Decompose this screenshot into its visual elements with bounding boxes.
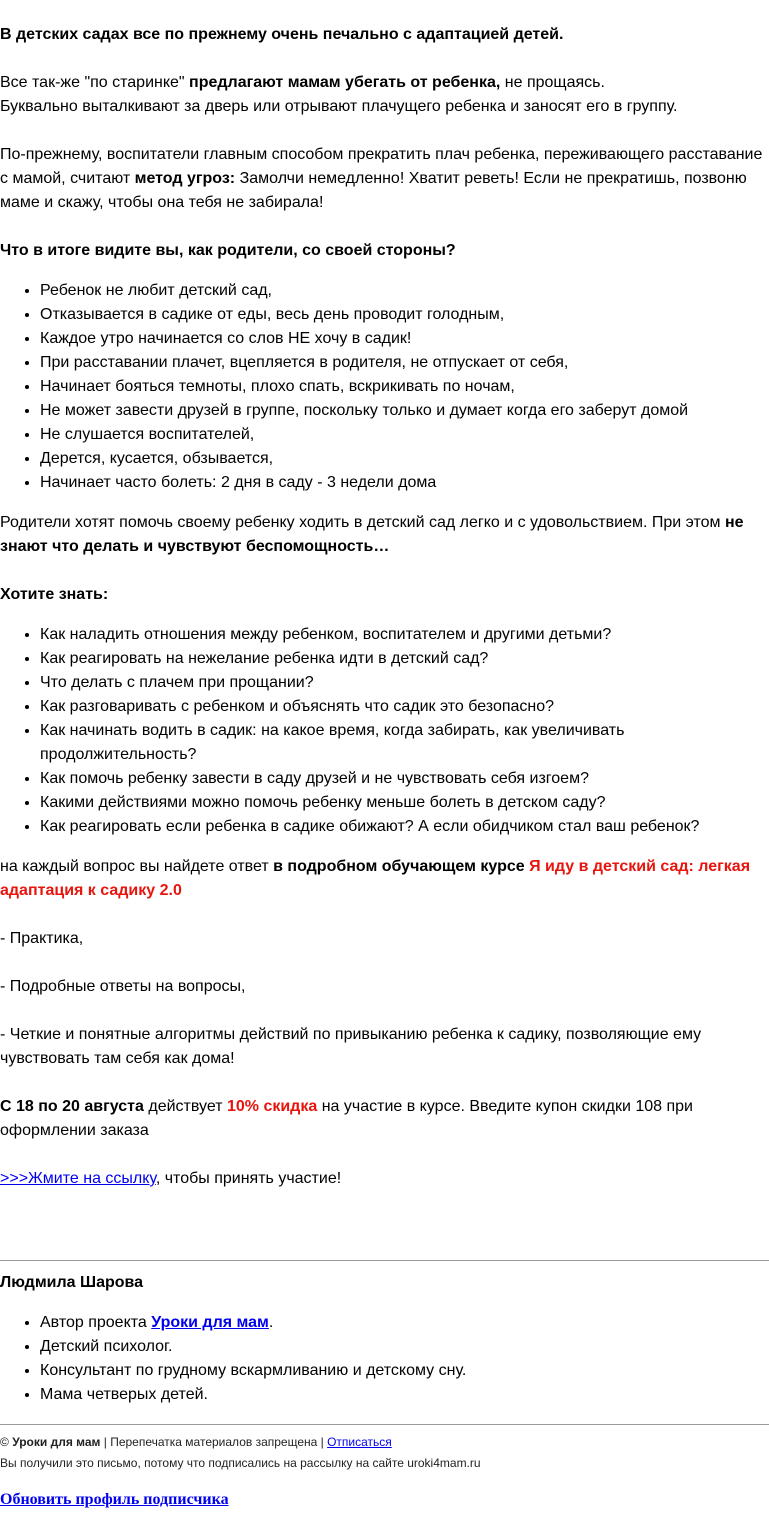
- intro-paragraph-3: По-прежнему, воспитатели главным способом прекратить плач ребенка, переживающего расставание с мамой, считают метод угроз: Замолчи немедленно! Хватит реветь! Если не прекратишь, позвоню маме и скажу, чтобы она тебя не забирала!: [0, 146, 763, 211]
- discount-badge: 10% скидка: [226, 1098, 318, 1115]
- headline: В детских садах все по прежнему очень печально с адаптацией детей.: [0, 26, 564, 43]
- list-item: • При расставании плачет, вцепляется в родителя, не отпускает от себя,: [40, 351, 769, 375]
- list-item: • Как реагировать на нежелание ребенка идти в детский сад?: [40, 647, 769, 671]
- project-link[interactable]: Уроки для мам: [151, 1314, 269, 1331]
- update-profile-row: [0, 1488, 769, 1512]
- questions-heading: Хотите знать:: [0, 586, 109, 603]
- list-item: • Как начинать водить в садик: на какое время, когда забирать, как увеличивать продолжительность?: [40, 719, 769, 767]
- list-item: • Дерется, кусается, обзывается,: [40, 447, 769, 471]
- footer-reason: Вы получили это письмо, потому что подписались на рассылку на сайте uroki4mam.ru: [0, 1456, 481, 1470]
- list-item: • Что делать с плачем при прощании?: [40, 671, 769, 695]
- intro-paragraph-2: Буквально выталкивают за дверь или отрывают плачущего ребенка и заносят его в группу.: [0, 98, 678, 115]
- course-paragraph: на каждый вопрос вы найдете ответ в подробном обучающем курсе Я иду в детский сад: легкая адаптация к садику 2.0: [0, 858, 751, 899]
- offer-paragraph: С 18 по 20 августа действует 10% скидка на участие в курсе. Введите купон скидки 108 при оформлении заказа: [0, 1098, 693, 1139]
- problems-heading: Что в итоге видите вы, как родители, со своей стороны?: [0, 242, 456, 259]
- intro-paragraph-1: Все так-же "по старинке" предлагают мамам убегать от ребенка, не прощаясь.: [0, 74, 605, 91]
- list-item: • Начинает часто болеть: 2 дня в саду - 3 недели дома: [40, 471, 769, 495]
- list-item: • Как реагировать если ребенка в садике обижают? А если обидчиком стал ваш ребенок?: [40, 815, 769, 839]
- list-item: • Детский психолог.: [40, 1335, 769, 1359]
- list-item: • Начинает бояться темноты, плохо спать, вскрикивать по ночам,: [40, 375, 769, 399]
- list-item: • Консультант по грудному вскармливанию и детскому сну.: [40, 1359, 769, 1383]
- list-item: • Автор проекта Уроки для мам.: [40, 1311, 769, 1335]
- list-item: • Какими действиями можно помочь ребенку меньше болеть в детском саду?: [40, 791, 769, 815]
- list-item: • Как наладить отношения между ребенком, воспитателем и другими детьми?: [40, 623, 769, 647]
- helpless-paragraph: Родители хотят помочь своему ребенку ходить в детский сад легко и с удовольствием. При этом не знают что делать и чувствуют беспомощность…: [0, 514, 744, 555]
- list-item: • Ребенок не любит детский сад,: [40, 279, 769, 303]
- footer-copyright: © Уроки для мам | Перепечатка материалов запрещена | Отписаться: [0, 1435, 392, 1449]
- feature-algorithms: - Четкие и понятные алгоритмы действий по привыканию ребенка к садику, позволяющие ему чувствовать там себя как дома!: [0, 1026, 702, 1067]
- unsubscribe-link[interactable]: Отписаться: [327, 1435, 392, 1449]
- list-item: • Отказывается в садике от еды, весь день проводит голодным,: [40, 303, 769, 327]
- email-body: [0, 23, 769, 1512]
- problems-list: [0, 279, 769, 495]
- author-bio-list: [0, 1311, 769, 1407]
- author-name: Людмила Шарова: [0, 1274, 144, 1291]
- list-item: • Как помочь ребенку завести в саду друзей и не чувствовать себя изгоем?: [40, 767, 769, 791]
- questions-list: [0, 623, 769, 839]
- course-name: Я иду в детский сад: легкая адаптация к садику 2.0: [0, 858, 751, 899]
- feature-practice: - Практика,: [0, 930, 84, 947]
- list-item: • Не может завести друзей в группе, поскольку только и думает когда его заберут домой: [40, 399, 769, 423]
- list-item: • Каждое утро начинается со слов НЕ хочу в садик!: [40, 327, 769, 351]
- list-item: • Как разговаривать с ребенком и объяснять что садик это безопасно?: [40, 695, 769, 719]
- update-profile-link[interactable]: Обновить профиль подписчика: [0, 1491, 229, 1508]
- cta-link[interactable]: >>>Жмите на ссылку: [0, 1170, 156, 1187]
- feature-answers: - Подробные ответы на вопросы,: [0, 978, 246, 995]
- cta-paragraph: >>>Жмите на ссылку, чтобы принять участие!: [0, 1170, 342, 1187]
- list-item: • Мама четверых детей.: [40, 1383, 769, 1407]
- list-item: • Не слушается воспитателей,: [40, 423, 769, 447]
